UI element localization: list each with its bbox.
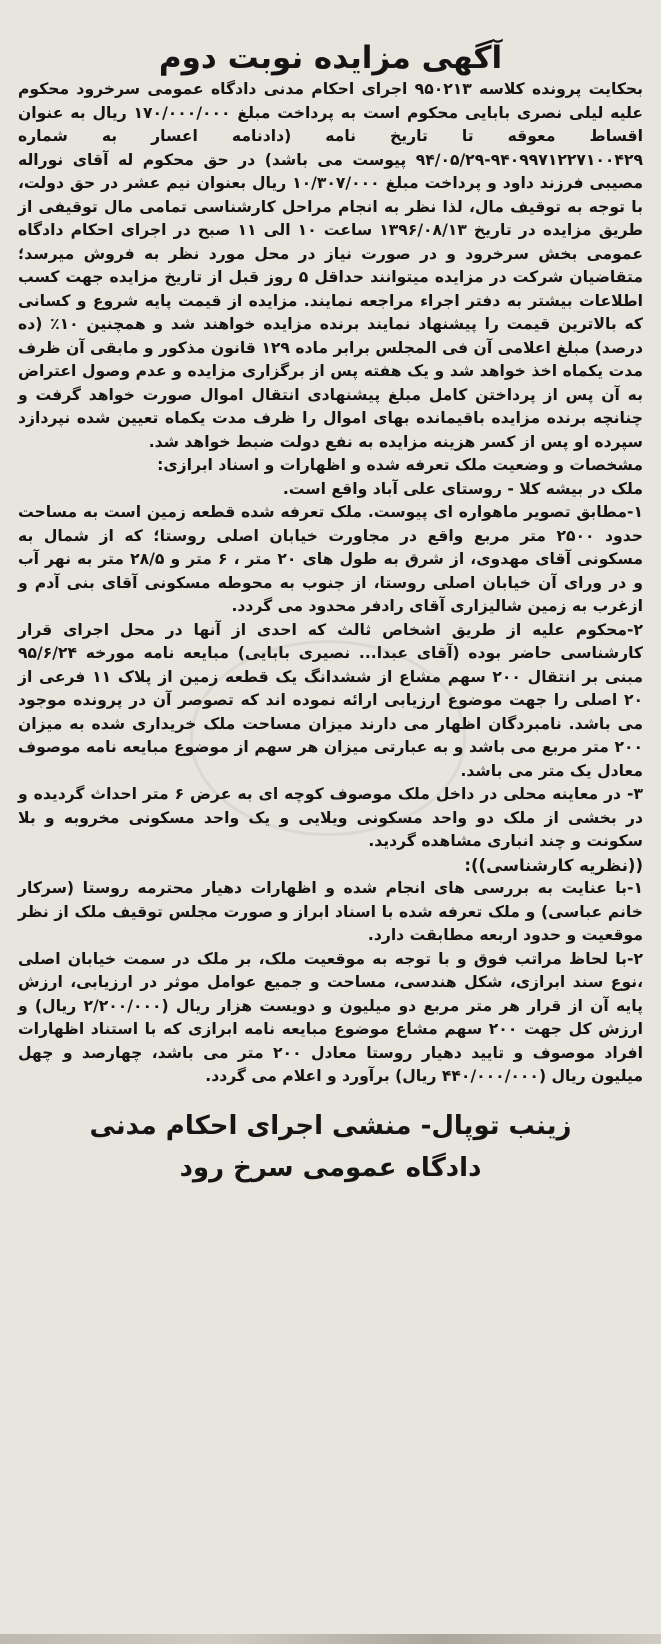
- notice-body: [18, 78, 643, 1089]
- signature-line-2: دادگاه عمومی سرخ رود: [179, 1152, 482, 1183]
- expert-opinion-heading: ((نظریه کارشناسی)):: [464, 855, 643, 875]
- property-heading: مشخصات و وضعیت ملک تعرفه شده و اظهارات و اسناد ابرازی:: [157, 456, 643, 474]
- torn-bottom-edge: [0, 1634, 661, 1644]
- property-item-2: ۲-محکوم علیه از طریق اشخاص ثالث که احدی از آنها در محل اجرای قرار کارشناسی حاضر بوده (آقای عبدا... نصیری بابایی) مبایعه نامه مورخه ۹۵/۶/۲۴ مبنی بر انتقال ۲۰۰ سهم مشاع از ششدانگ یک قطعه زمین از پلاک ۱۱ فرعی از ۲۰ اصلی را جهت موضوع ارزیابی ارائه نموده اند که تصوصر آن در پرونده موجود می باشد. نامبردگان اظهار می دارند میزان مساحت ملک خریداری شده به میزان ۲۰۰ متر مربع می باشد و به عبارتی میزان هر سهم از موضوع مبایعه نامه موصوف معادل یک متر می باشد.: [18, 620, 643, 780]
- property-item-3: ۳- در معاینه محلی در داخل ملک موصوف کوچه ای به عرض ۶ متر احداث گردیده و در بخشی از ملک دو واحد مسکونی ویلایی و یک واحد مسکونی مخروبه و بلا سکونت و چند انباری مشاهده گردید.: [18, 785, 643, 850]
- expert-item-2: ۲-با لحاظ مراتب فوق و با توجه به موقعیت ملک، بر ملک در سمت خیابان اصلی ،نوع سند ابرازی، شکل هندسی، مساحت و جمیع عوامل موثر در ارزیابی، ارزش پایه آن از قرار هر متر مربع دو میلیون و دویست هزار ریال (۲/۲۰۰/۰۰۰ ریال) و ارزش کل جهت ۲۰۰ سهم مشاع موضوع مبایعه نامه ابرازی که با استناد اظهارات افراد موصوف و تایید دهیار روستا معادل ۲۰۰ متر می باشد، چهارصد و چهل میلیون ریال (۴۴۰/۰۰۰/۰۰۰ ریال) برآورد و اعلام می گردد.: [18, 949, 643, 1085]
- signature-block: [18, 1105, 643, 1189]
- property-location: ملک در بیشه کلا - روستای علی آباد واقع است.: [282, 479, 643, 498]
- expert-item-1: ۱-با عنایت به بررسی های انجام شده و اظهارات دهیار محترمه روستا (سرکار خانم عباسی) و ملک تعرفه شده با اسناد ابراز و صورت مجلس توقیف ملک از نظر موقعیت و حدود اربعه مطابقت دارد.: [18, 879, 643, 944]
- notice-title: آگهی مزایده نوبت دوم: [158, 40, 503, 76]
- signature-line-1: زینب توپال- منشی اجرای احکام مدنی: [89, 1110, 572, 1141]
- property-item-1: ۱-مطابق تصویر ماهواره ای پیوست. ملک تعرفه شده قطعه زمین است به مساحت حدود ۲۵۰۰ متر مربع واقع در مجاورت خیابان اصلی روستا؛ که از شمال به مسکونی آقای مهدوی، از شرق به طول های ۲۰ متر ، ۶ متر و ۲۸/۵ متر به نهر آب و در ورای آن خیابان اصلی روستا، از جنوب به محوطه مسکونی آقای بنی آدم و ازغرب به زمین شالیزاری آقای رادفر محدود می گردد.: [18, 503, 643, 615]
- notice-paragraph: بحکایت پرونده کلاسه ۹۵۰۲۱۳ اجرای احکام مدنی دادگاه عمومی سرخرود محکوم علیه لیلی نصری بابایی محکوم است به پرداخت مبلغ ۱۷۰/۰۰۰/۰۰۰ ریال به عنوان اقساط معوقه تا تاریخ نامه (دادنامه اعسار به شماره ۹۴۰۹۹۷۱۲۲۷۱۰۰۴۲۹-۹۴/۰۵/۲۹ پیوست می باشد) در حق محکوم له آقای نوراله مصیبی فرزند داود و پرداخت مبلغ ۱۰/۳۰۷/۰۰۰ ریال بعنوان نیم عشر در حق دولت، با توجه به توقیف مال، لذا نظر به انجام مراحل کارشناسی تمامی مال توقیفی از طریق مزایده در تاریخ ۱۳۹۶/۰۸/۱۳ ساعت ۱۰ الی ۱۱ صبح در اجرای احکام دادگاه عمومی بخش سرخرود و در صورت نیاز در محل مورد نظر به فروش میرسد؛ متقاضیان شرکت در مزایده میتوانند حداقل ۵ روز قبل از تاریخ مزایده جهت کسب اطلاعات بیشتر به دفتر اجراء مراجعه نمایند. مزایده از قیمت پایه شروع و کسانی که بالاترین قیمت را پیشنهاد نمایند برنده مزایده خواهند شد و همچنین ۱۰٪ (ده درصد) مبلغ اعلامی آن فی المجلس برابر ماده ۱۲۹ قانون مذکور و مابقی آن ظرف مدت یکماه اخذ خواهد شد و یک هفته پس از برگزاری مزایده و عدم وصول اعتراض به آن پس از پرداختن کامل مبلغ پیشنهادی انتقال اموال صورت خواهد گرفت و چنانچه برنده مزایده باقیمانده بهای اموال را ظرف مدت یکماه تعیین شده نپردازد سپرده او پس از کسر هزینه مزایده به نفع دولت ضبط خواهد شد.: [18, 80, 644, 451]
